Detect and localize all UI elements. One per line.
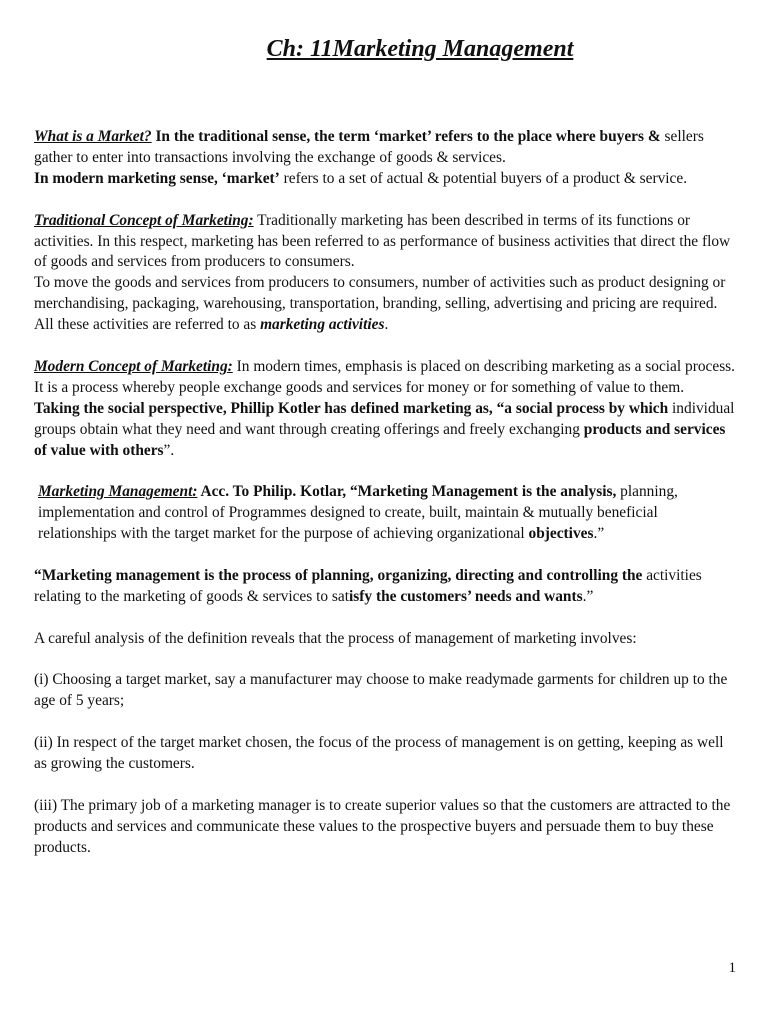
modern-p1: In modern times, emphasis is placed on describing marketing as a social process. It is a process whereby people exchange goods and services for money or for something of value to them.: [34, 357, 736, 396]
modern-paragraph: [34, 357, 738, 399]
point-one: (i) Choosing a target market, say a manufacturer may choose to make readymade garments for children up to the age of 5 years;: [34, 671, 728, 710]
quote-bold2: isfy the customers’ needs and wants: [349, 587, 583, 605]
quote-end: .”: [582, 587, 594, 605]
modern-p2-end: ”.: [163, 441, 175, 459]
management-quote: [34, 566, 738, 608]
document-body: [34, 127, 738, 859]
page-number: 1: [728, 960, 736, 976]
traditional-paragraph: [34, 211, 738, 274]
management-p1-rest: planning, implementation and control of Programmes designed to create, built, maintain & mutually beneficial relationships with the target market for the purpose of achieving organizational: [38, 483, 678, 543]
management-heading: Marketing Management:: [38, 483, 198, 501]
analysis-paragraph: A careful analysis of the definition reveals that the process of management of marketing involves:: [34, 629, 637, 647]
traditional-activities-paragraph: [34, 273, 738, 336]
modern-p2-rest: individual groups obtain what they need and want through creating offerings and freely exchanging: [34, 399, 735, 438]
modern-kotler-paragraph: [34, 399, 738, 462]
quote-bold: “Marketing management is the process of planning, organizing, directing and controlling the: [34, 566, 643, 584]
management-p1-bold: Acc. To Philip. Kotlar, “Marketing Management is the analysis,: [197, 483, 617, 501]
market-p2-bold: In modern marketing sense, ‘market’: [34, 169, 280, 187]
point-two: (ii) In respect of the target market chosen, the focus of the process of management is on getting, keeping as well as growing the customers.: [34, 734, 724, 773]
market-heading: What is a Market?: [34, 128, 152, 145]
modern-heading: Modern Concept of Marketing:: [34, 357, 233, 375]
modern-p2-bold2: products and services of value with others: [34, 420, 726, 459]
management-p1-bold2: objectives: [528, 525, 594, 543]
modern-p2-bold: Taking the social perspective, Phillip Kotler has defined marketing as, “a social process by which: [34, 399, 669, 417]
market-p2-rest: refers to a set of actual & potential buyers of a product & service.: [279, 169, 688, 187]
management-p1-end: .”: [593, 525, 605, 543]
market-p1-rest: sellers gather to enter into transactions involving the exchange of goods & services.: [34, 128, 704, 166]
page-title: Ch: 11Marketing Management: [266, 36, 574, 62]
point-three: (iii) The primary job of a marketing manager is to create superior values so that the customers are attracted to the products and services and communicate these values to the prospective buyers and persuade them to buy these products.: [34, 796, 731, 856]
management-paragraph: [34, 482, 738, 545]
traditional-p2-emph: marketing activities: [260, 316, 385, 334]
market-p1-bold: In the traditional sense, the term ‘market’ refers to the place where buyers &: [151, 128, 661, 145]
quote-rest: activities relating to the marketing of goods & services to sat: [34, 566, 702, 605]
traditional-heading: Traditional Concept of Marketing:: [34, 211, 254, 229]
traditional-p1: Traditionally marketing has been described in terms of its functions or activities. In this respect, marketing has been referred to as performance of business activities that direct the flow of goods and services from producers to consumers.: [34, 211, 731, 271]
traditional-p2: To move the goods and services from producers to consumers, number of activities such as product designing or merchandising, packaging, warehousing, transportation, branding, selling, advertising and pricing are required. All these activities are referred to as: [34, 274, 726, 334]
market-paragraph: [34, 127, 738, 169]
market-modern-paragraph: [34, 169, 738, 190]
traditional-p2-end: .: [384, 316, 389, 334]
